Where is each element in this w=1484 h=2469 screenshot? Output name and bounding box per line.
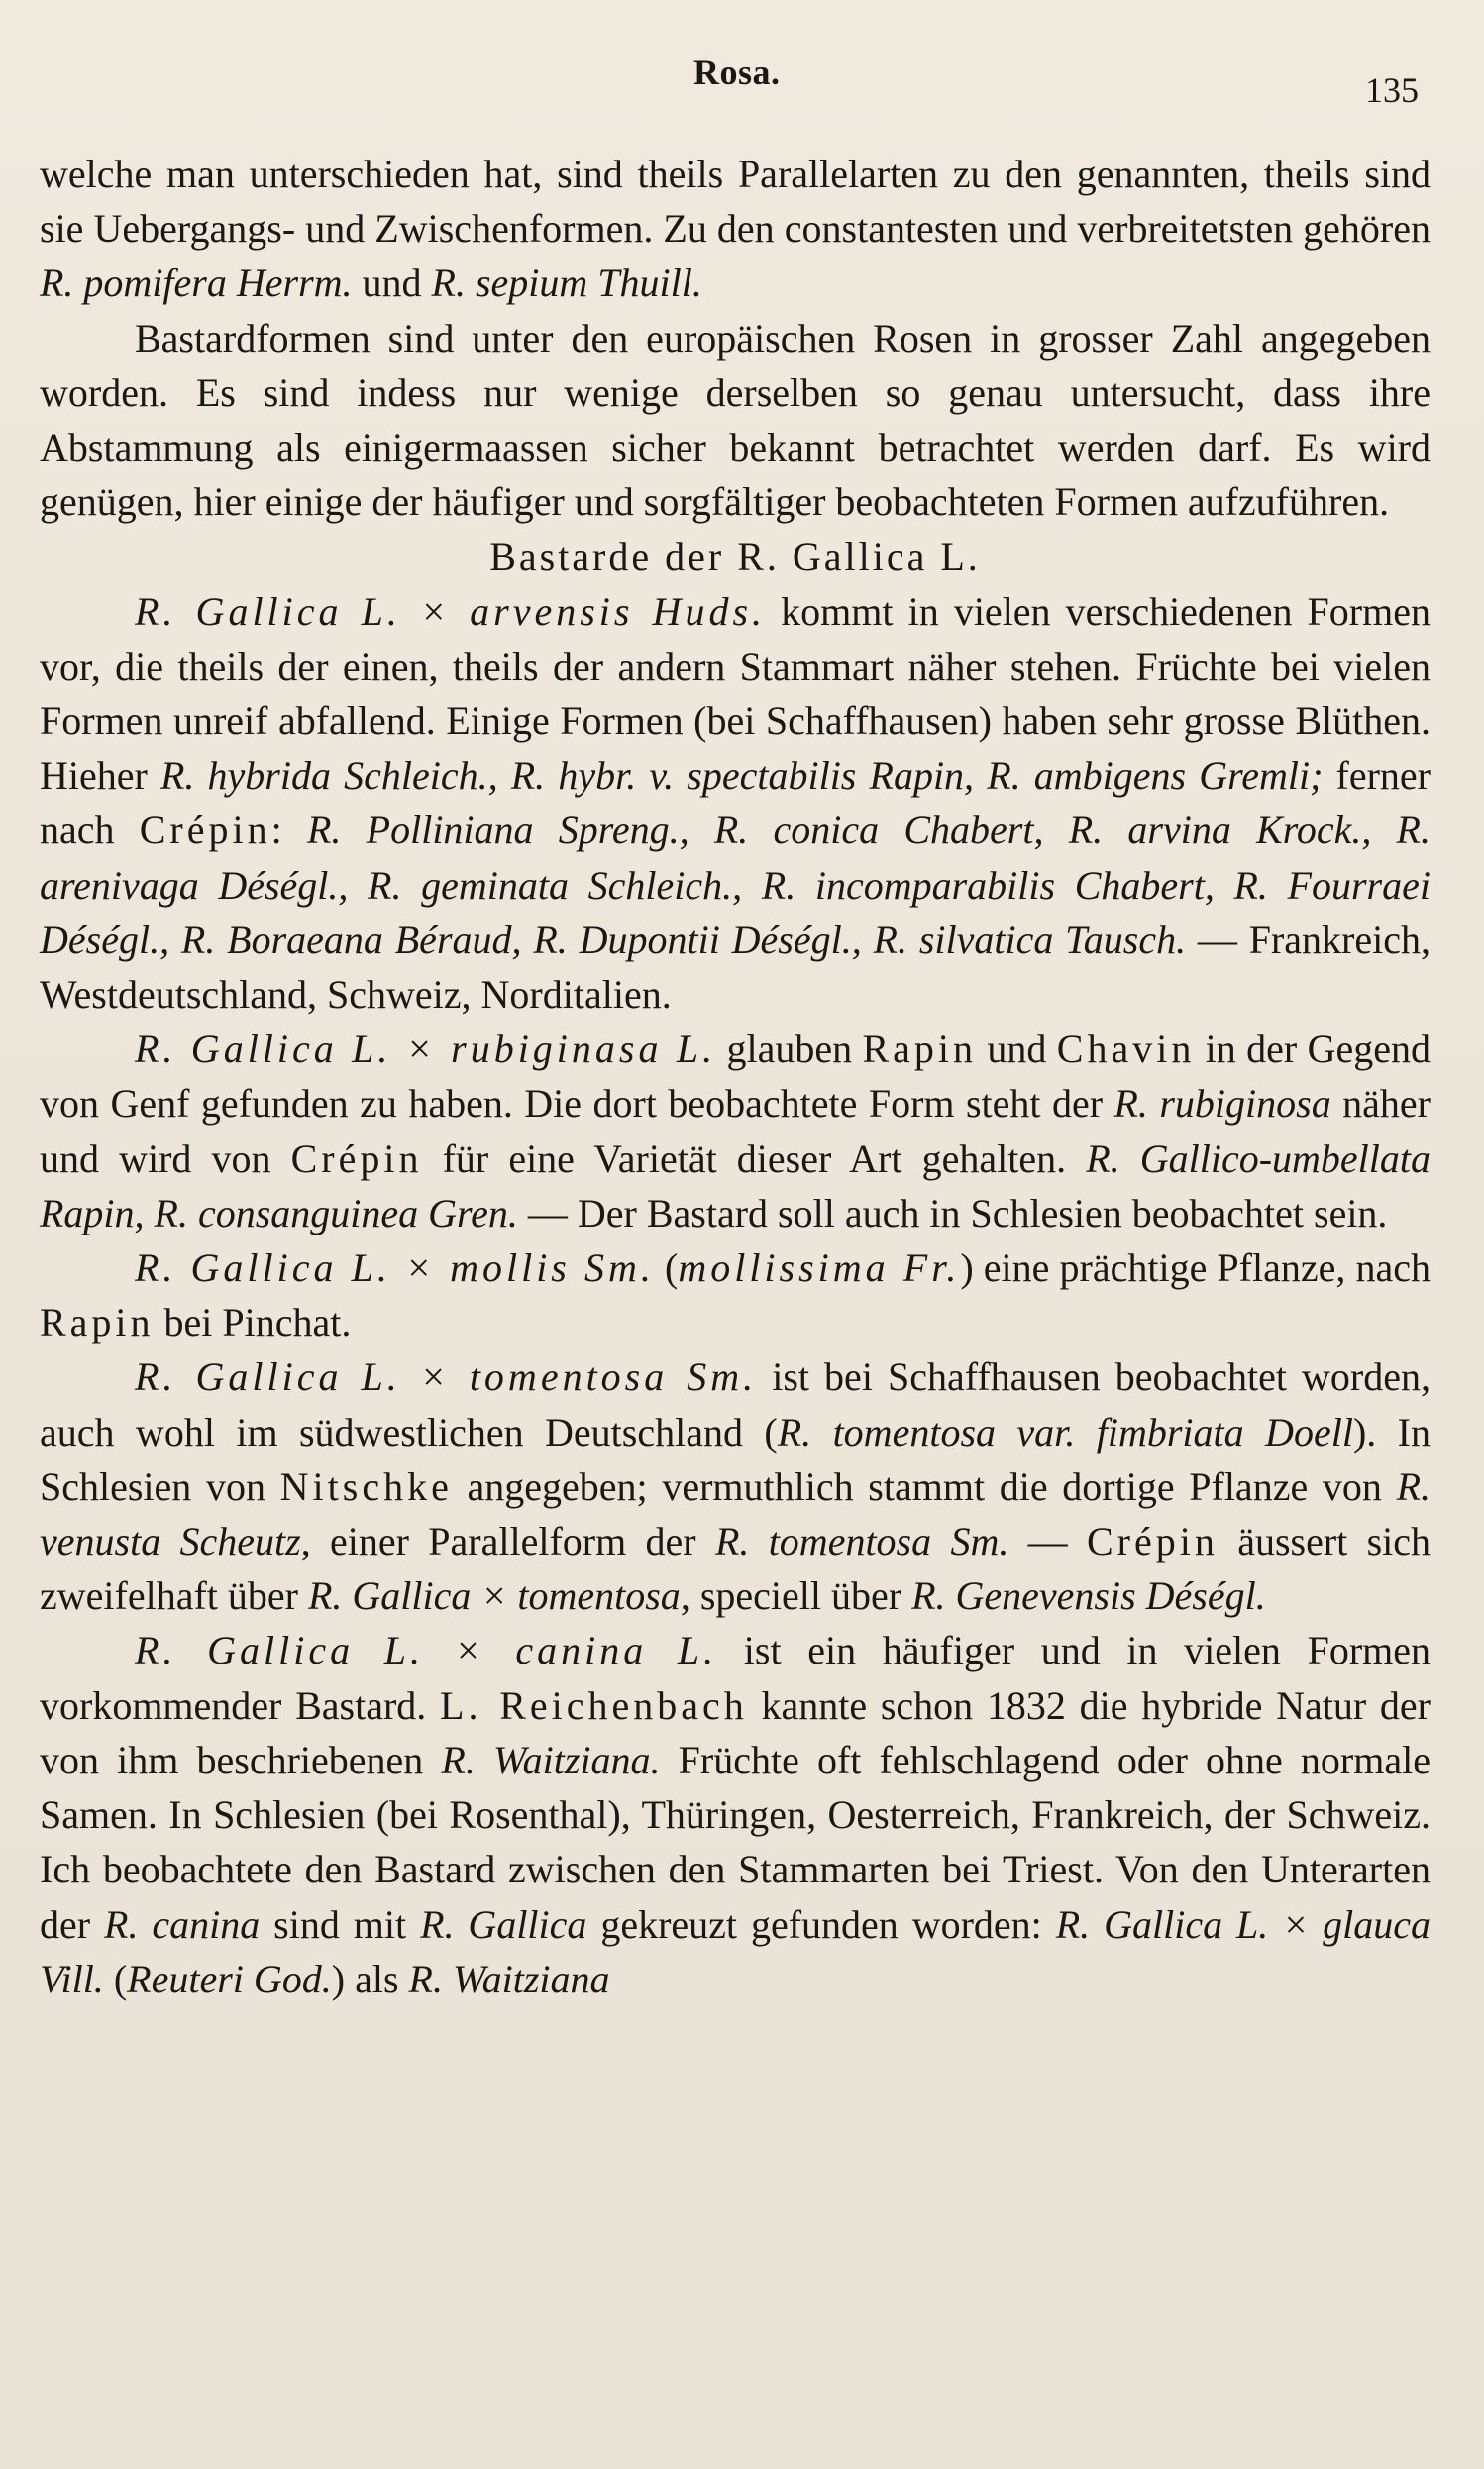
paragraph-gallica-canina: R. Gallica L. × canina L. ist ein häufiger und in vielen Formen vorkommender Bastard. L. Reichenbach kannte schon 1832 die hybride Natur der von ihm beschriebenen R. Waitziana. Früchte oft fehlschlagend oder ohne normale Samen. In Schlesien (bei Rosenthal), Thüringen, Oesterreich, Frankreich, der Schweiz. Ich beobachtete den Bastard zwischen den Stammarten bei Triest. Von den Unterarten der R. canina sind mit R. Gallica gekreuzt gefunden worden: R. Gallica L. × glauca Vill. (Reuteri God.) als R. Waitziana [40, 1628, 1431, 2001]
page-header [0, 52, 1484, 111]
paragraph-gallica-tomentosa: R. Gallica L. × tomentosa Sm. ist bei Schaffhausen beobachtet worden, auch wohl im südwestlichen Deutschland (R. tomentosa var. fimbriata Doell). In Schlesien von Nitschke angegeben; vermuthlich stammt die dortige Pflanze von R. venusta Scheutz, einer Parallelform der R. tomentosa Sm. — Crépin äussert sich zweifelhaft über R. Gallica × tomentosa, speciell über R. Genevensis Déségl. [40, 1354, 1431, 1619]
page-number: 135 [1365, 70, 1419, 110]
paragraph-continuation: welche man unterschieden hat, sind theils Parallelarten zu den genannten, theils sind sie Uebergangs- und Zwischenformen. Zu den constantesten und verbreitetsten gehören R. pomifera Herrm. und R. sepium Thuill. [40, 152, 1431, 306]
paragraph-gallica-mollis: R. Gallica L. × mollis Sm. (mollissima Fr.) eine prächtige Pflanze, nach Rapin bei Pinchat. [40, 1245, 1431, 1345]
body-text [40, 147, 1431, 2006]
paragraph-gallica-arvensis: R. Gallica L. × arvensis Huds. kommt in vielen verschiedenen Formen vor, die theils der einen, theils der andern Stammart näher stehen. Früchte bei vielen Formen unreif abfallend. Einige Formen (bei Schaffhausen) haben sehr grosse Blüthen. Hieher R. hybrida Schleich., R. hybr. v. spectabilis Rapin, R. ambigens Gremli; ferner nach Crépin: R. Polliniana Spreng., R. conica Chabert, R. arvina Krock., R. arenivaga Déségl., R. geminata Schleich., R. incomparabilis Chabert, R. Fourraei Déségl., R. Boraeana Béraud, R. Dupontii Déségl., R. silvatica Tausch. — Frankreich, Westdeutschland, Schweiz, Norditalien. [40, 589, 1431, 1018]
section-heading: Bastarde der R. Gallica L. [489, 534, 981, 580]
paragraph-gallica-rubiginosa: R. Gallica L. × rubiginasa L. glauben Rapin und Chavin in der Gegend von Genf gefunden zu haben. Die dort beobachtete Form steht der R. rubiginosa näher und wird von Crépin für eine Varietät dieser Art gehalten. R. Gallico-umbellata Rapin, R. consanguinea Gren. — Der Bastard soll auch in Schlesien beobachtet sein. [40, 1026, 1431, 1235]
running-title: Rosa. [693, 53, 781, 92]
paragraph-bastardformen: Bastardformen sind unter den europäischen Rosen in grosser Zahl angegeben worden. Es sind indess nur wenige derselben so genau untersucht, dass ihre Abstammung als einigermaassen sicher bekannt betrachtet werden darf. Es wird genügen, hier einige der häufiger und sorgfältiger beobachteten Formen aufzuführen. [40, 315, 1431, 525]
